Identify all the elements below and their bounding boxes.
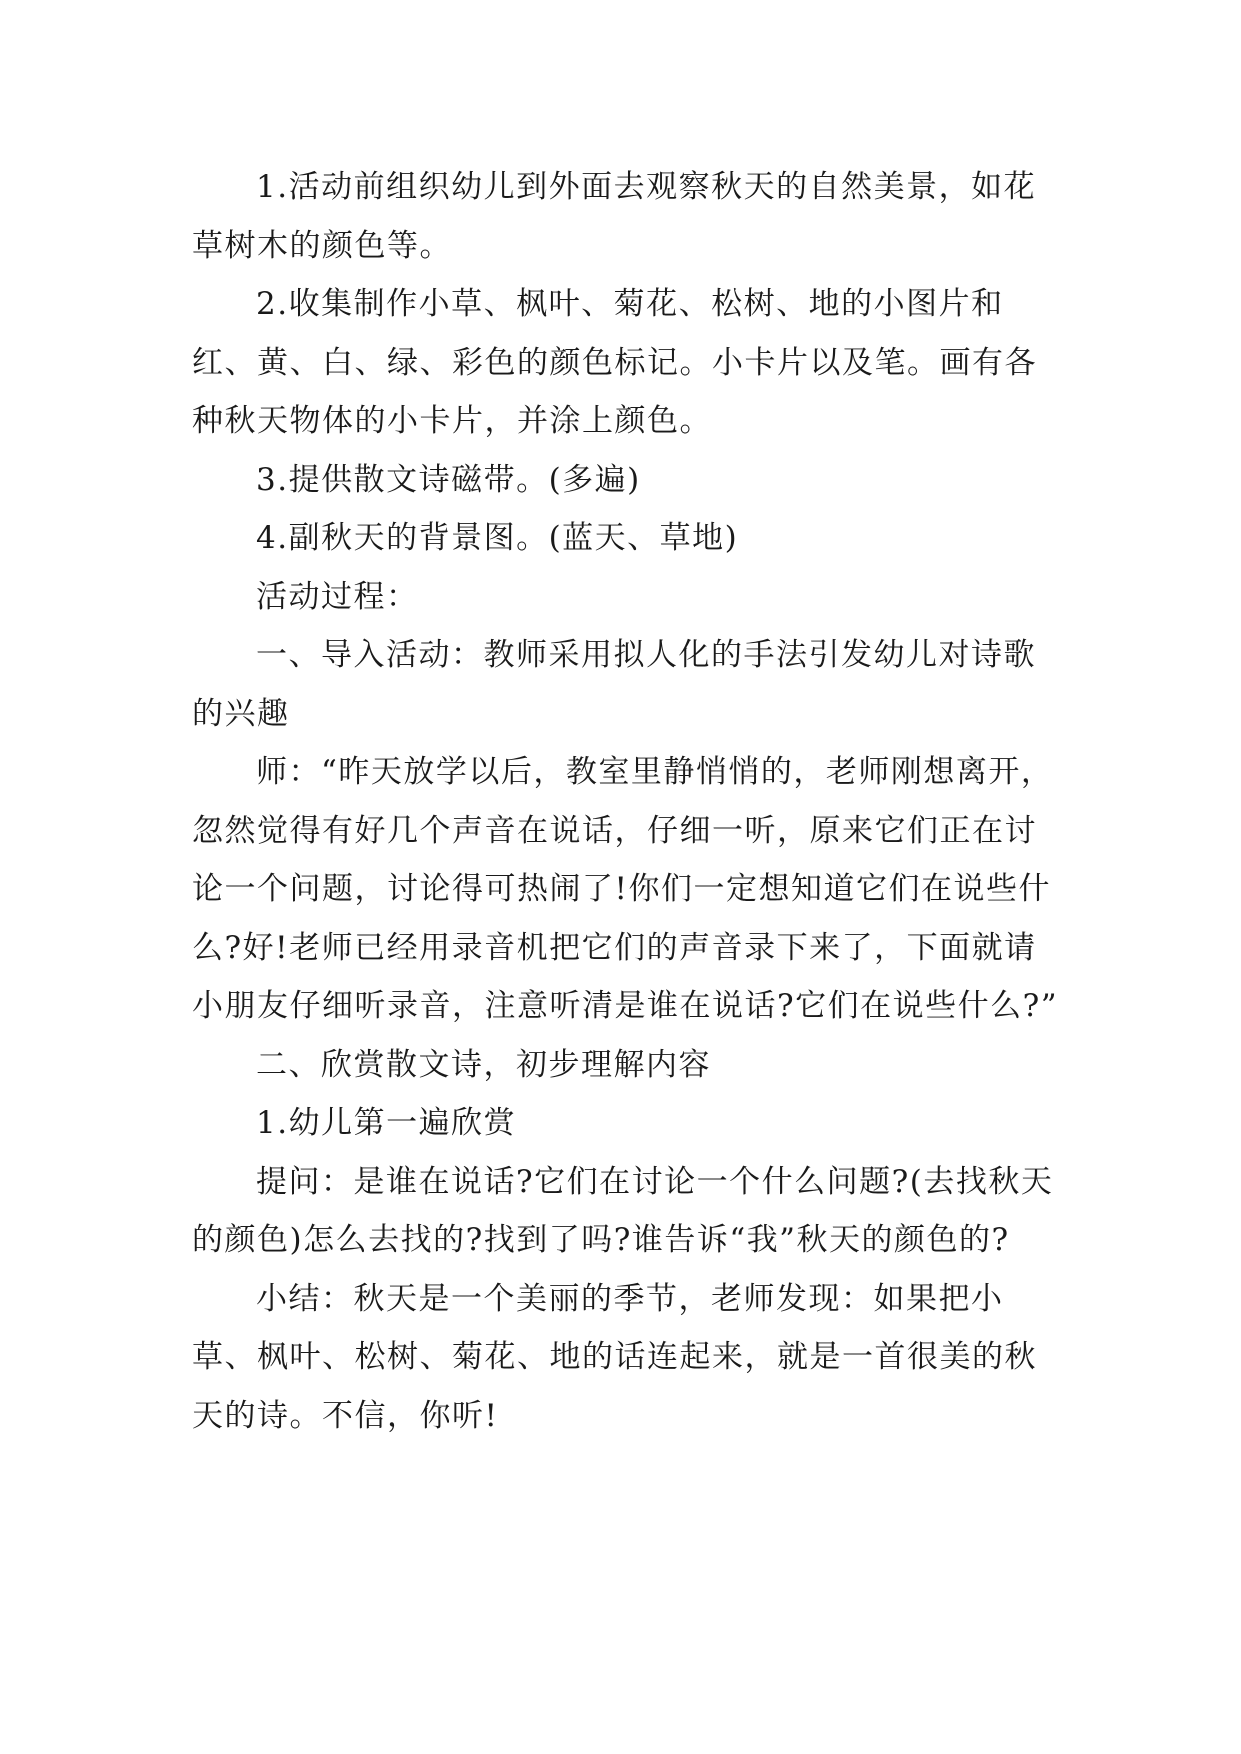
paragraph-preparation-3: 3.提供散文诗磁带。(多遍): [256, 461, 641, 498]
paragraph-teacher-speech: 师：“昨天放学以后，教室里静悄悄的，老师刚想离开，忽然觉得有好几个声音在说话，仔细一听，原来它们正在讨论一个问题，讨论得可热闹了!你们一定想知道它们在说些什么?好!老师已经用录音机把它们的声音录下来了，下面就请小朋友仔细听录音，注意听清是谁在说话?它们在说些什么?”: [192, 754, 1059, 1024]
paragraph-first-listening: 1.幼儿第一遍欣赏: [256, 1105, 517, 1141]
document-body: [192, 158, 1060, 1445]
paragraph-preparation-4: 4.副秋天的背景图。(蓝天、草地): [256, 520, 739, 556]
paragraph-preparation-1: 1.活动前组织幼儿到外面去观察秋天的自然美景，如花草树木的颜色等。: [192, 169, 1037, 264]
section-heading-intro: 一、导入活动：教师采用拟人化的手法引发幼儿对诗歌的兴趣: [192, 637, 1036, 732]
section-heading-process: 活动过程：: [256, 578, 419, 615]
paragraph-questions: 提问：是谁在说话?它们在讨论一个什么问题?(去找秋天的颜色)怎么去找的?找到了吗?谁告诉“我”秋天的颜色的?: [192, 1163, 1054, 1258]
section-heading-appreciation: 二、欣赏散文诗，初步理解内容: [256, 1046, 711, 1083]
paragraph-summary: 小结：秋天是一个美丽的季节，老师发现：如果把小草、枫叶、松树、菊花、地的话连起来，就是一首很美的秋天的诗。不信，你听!: [192, 1280, 1037, 1434]
paragraph-preparation-2: 2.收集制作小草、枫叶、菊花、松树、地的小图片和红、黄、白、绿、彩色的颜色标记。小卡片以及笔。画有各种秋天物体的小卡片，并涂上颜色。: [192, 286, 1037, 439]
